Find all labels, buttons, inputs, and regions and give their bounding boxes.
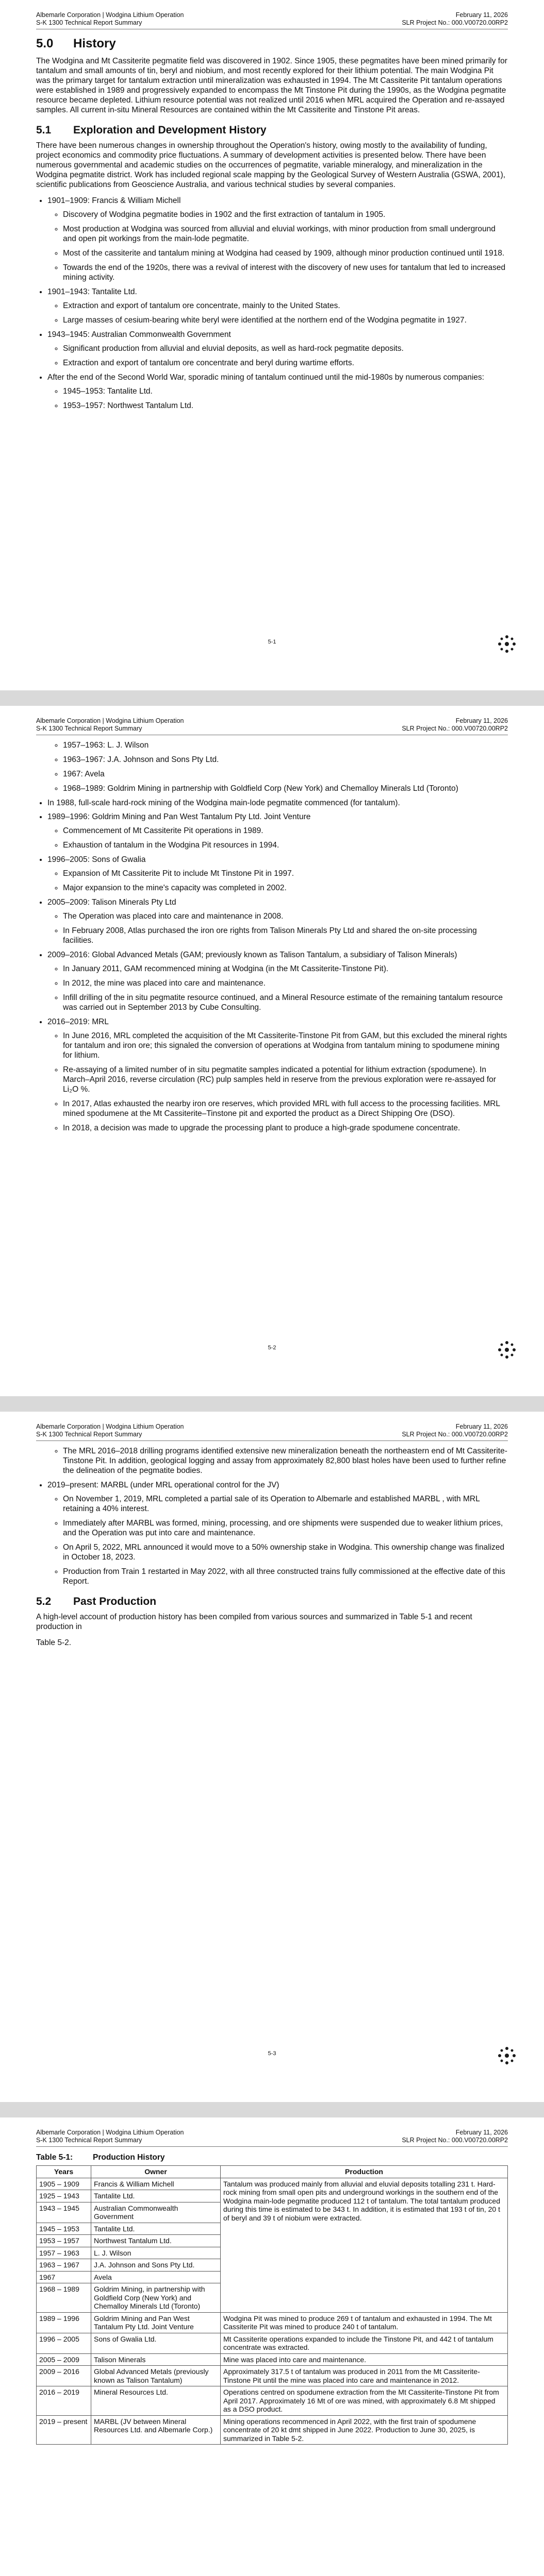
- table-cell: 1989 – 1996: [37, 2312, 91, 2333]
- table-cell: Mineral Resources Ltd.: [91, 2386, 221, 2416]
- list-item: ◦ In February 2008, Atlas purchased the iron ore rights from Talison Minerals Pty Ltd and shared the on-site processing facilities.: [63, 926, 508, 945]
- table-cell: Sons of Gwalia Ltd.: [91, 2333, 221, 2353]
- table-row: [37, 2333, 508, 2353]
- list-item: ◦ 1967: Avela: [63, 769, 508, 779]
- table-cell: Australian Commonwealth Government: [91, 2202, 221, 2223]
- list-item: • 1901–1943: Tantalite Ltd. ◦ Extraction and export of tantalum ore concentrate, mainly to the United States. ◦ Large masses of cesium-bearing white beryl were identified at the northern end of the Wodgina pegmatite in 1927.: [47, 287, 508, 325]
- table-cell: Tantalite Ltd.: [91, 2190, 221, 2202]
- bullet-list: [36, 1480, 508, 1586]
- list-item: ◦ Commencement of Mt Cassiterite Pit operations in 1989.: [63, 826, 508, 836]
- page-header: [36, 1423, 508, 1438]
- page-number: 5-1: [268, 639, 276, 645]
- page-3: [0, 1412, 544, 2102]
- table-cell: 1925 – 1943: [37, 2190, 91, 2202]
- bullet-list: [36, 740, 508, 793]
- list-item: ◦ Major expansion to the mine's capacity was completed in 2002.: [63, 883, 508, 893]
- list-item: • 1943–1945: Australian Commonwealth Government ◦ Significant production from alluvial and eluvial deposits, as well as hard-rock pegmatite deposits. ◦ Extraction and export of tantalum ore concentrate and beryl during wartime efforts.: [47, 330, 508, 368]
- list-item: ◦ 1968–1989: Goldrim Mining in partnership with Goldfield Corp (New York) and Chemalloy Minerals Ltd (Toronto): [63, 784, 508, 793]
- table-cell: Wodgina Pit was mined to produce 269 t of tantalum and exhausted in 1994. The Mt Cassiterite Pit was mined to produce 240 t of tantalum.: [221, 2312, 508, 2333]
- subsection-heading: 5.1 Exploration and Development History: [36, 124, 267, 136]
- list-item: • 1901–1909: Francis & William Michell ◦ Discovery of Wodgina pegmatite bodies in 1902 and the first extraction of tantalum in 1905. ◦ Most production at Wodgina was sourced from alluvial and eluvial workings, with minor production from small underground and open pit workings from the main-lode pegmatite. ◦ Most of the cassiterite and tantalum mining at Wodgina had ceased by 1909, although minor production continued until 1918. ◦ Towards the end of the 1920s, there was a revival of interest with the discovery of new uses for tantalum that led to increased mining activity.: [47, 196, 508, 282]
- slr-logo-icon: [497, 1340, 517, 1360]
- column-header: Production: [221, 2166, 508, 2178]
- header-company: Albemarle Corporation | Wodgina Lithium Operation: [36, 11, 184, 19]
- list-item: ◦ 1953–1957: Northwest Tantalum Ltd.: [63, 401, 508, 411]
- list-item: ◦ Large masses of cesium-bearing white beryl were identified at the northern end of the Wodgina pegmatite in 1927.: [63, 315, 508, 325]
- list-item: ◦ 1957–1963: L. J. Wilson: [63, 740, 508, 750]
- list-item: ◦ 1963–1967: J.A. Johnson and Sons Pty Ltd.: [63, 755, 508, 765]
- list-item: ◦ Most of the cassiterite and tantalum mining at Wodgina had ceased by 1909, although minor production continued until 1918.: [63, 248, 508, 258]
- table-cell: Mine was placed into care and maintenance.: [221, 2353, 508, 2366]
- list-item: ◦ Infill drilling of the in situ pegmatite resource continued, and a Mineral Resource estimate of the remaining tantalum resource was carried out in September 2013 by Cube Consulting.: [63, 993, 508, 1012]
- table-cell: L. J. Wilson: [91, 2247, 221, 2259]
- table-row: [37, 2178, 508, 2190]
- table-row: [37, 2386, 508, 2416]
- paragraph: The Wodgina and Mt Cassiterite pegmatite field was discovered in 1902. Since 1905, these pegmatites have been mined primarily for tantalum and small amounts of tin, beryl and niobium, and most recently explored for their lithium potential. The main Wodgina Pit was the primary target for tantalum extraction until mineralization was exhausted in 1994. The Mt Cassiterite Pit tantalum operations were established in 1989 and progressively expanded to encompass the Mt Tinstone Pit during the 1990s, as the Wodgina pegmatite resource became depleted. Lithium resource potential was not realized until 2016 when MRL acquired the Operation and re-assayed samples. All current in-situ Mineral Resources are contained within the Mt Cassiterite and Tinstone Pit areas.: [36, 57, 507, 114]
- header-report: S-K 1300 Technical Report Summary: [36, 1431, 142, 1438]
- list-item: ◦ The MRL 2016–2018 drilling programs identified extensive new mineralization beneath the northeastern end of Mt Cassiterite-Tinstone Pit. In addition, geological logging and assay from approximately 82,800 blast holes have been used to further refine the delineation of the pegmatite bodies.: [63, 1446, 508, 1476]
- table-cell: Northwest Tantalum Ltd.: [91, 2235, 221, 2247]
- table-cell: Mt Cassiterite operations expanded to include the Tinstone Pit, and 442 t of tantalum concentrate was extracted.: [221, 2333, 508, 2353]
- page-header: [36, 11, 508, 27]
- list-item: ◦ Extraction and export of tantalum ore concentrate, mainly to the United States.: [63, 301, 508, 311]
- list-item: ◦ Extraction and export of tantalum ore concentrate and beryl during wartime efforts.: [63, 358, 508, 368]
- header-project: SLR Project No.: 000.V00720.00RP2: [402, 725, 508, 732]
- header-report: S-K 1300 Technical Report Summary: [36, 19, 142, 26]
- table-row: [37, 2353, 508, 2366]
- page-2: [0, 706, 544, 1396]
- slr-logo-icon: [497, 2045, 517, 2066]
- table-cell: 1905 – 1909: [37, 2178, 91, 2190]
- table-reference: Table 5-2.: [36, 1638, 72, 1647]
- list-item: ◦ Discovery of Wodgina pegmatite bodies in 1902 and the first extraction of tantalum in 1905.: [63, 210, 508, 219]
- table-cell: 1996 – 2005: [37, 2333, 91, 2353]
- bullet-list: [36, 196, 508, 411]
- table-cell: Goldrim Mining and Pan West Tantalum Pty Ltd. Joint Venture: [91, 2312, 221, 2333]
- header-rule: [36, 2146, 508, 2147]
- table-cell: 1953 – 1957: [37, 2235, 91, 2247]
- list-item: • 1996–2005: Sons of Gwalia ◦ Expansion of Mt Cassiterite Pit to include Mt Tinstone Pit in 1997. ◦ Major expansion to the mine's capacity was completed in 2002.: [47, 855, 508, 893]
- table-cell: 1957 – 1963: [37, 2247, 91, 2259]
- header-company: Albemarle Corporation | Wodgina Lithium Operation: [36, 717, 184, 724]
- table-row: [37, 2415, 508, 2445]
- table-cell: MARBL (JV between Mineral Resources Ltd. and Albemarle Corp.): [91, 2415, 221, 2445]
- production-history-table: [36, 2165, 508, 2445]
- list-item: • In 1988, full-scale hard-rock mining of the Wodgina main-lode pegmatite commenced (for tantalum).: [47, 798, 508, 808]
- list-item: ◦ In June 2016, MRL completed the acquisition of the Mt Cassiterite-Tinstone Pit from GAM, but this excluded the mineral rights for tantalum and iron ore; this signaled the conversion of operations at Wodgina from tantalum mining to spodumene mining for lithium.: [63, 1031, 508, 1060]
- table-cell: 1968 – 1989: [37, 2283, 91, 2313]
- header-project: SLR Project No.: 000.V00720.00RP2: [402, 1431, 508, 1438]
- list-item: ◦ In January 2011, GAM recommenced mining at Wodgina (in the Mt Cassiterite-Tinstone Pit).: [63, 964, 508, 974]
- table-cell: 2009 – 2016: [37, 2366, 91, 2386]
- table-cell: Tantalite Ltd.: [91, 2223, 221, 2235]
- list-item: ◦ On April 5, 2022, MRL announced it would move to a 50% ownership stake in Wodgina. This ownership change was finalized in October 18, 2023.: [63, 1543, 508, 1562]
- table-cell: Francis & William Michell: [91, 2178, 221, 2190]
- page-number: 5-2: [268, 1345, 276, 1351]
- header-date: February 11, 2026: [455, 717, 508, 724]
- table-cell: Tantalum was produced mainly from alluvial and eluvial deposits totalling 231 t. Hard-rock mining from small open pits and underground workings in the southern end of the Wodgina main-lode pegmatite produced 112 t of tantalum. The total tantalum produced during this time is estimated to be 343 t. In addition, it is estimated that 193 t of tin, 20 t of beryl and 39 t of niobium were extracted.: [221, 2178, 508, 2312]
- page-4: [0, 2117, 544, 2576]
- table-caption: Table 5-1: Production History: [36, 2153, 165, 2162]
- list-item: ◦ Expansion of Mt Cassiterite Pit to include Mt Tinstone Pit in 1997.: [63, 869, 508, 878]
- list-item: ◦ In 2018, a decision was made to upgrade the processing plant to produce a high-grade spodumene concentrate.: [63, 1123, 508, 1133]
- table-cell: Mining operations recommenced in April 2022, with the first train of spodumene concentrate of 20 kt dmt shipped in June 2022. Production to June 30, 2025, is summarized in Table 5-2.: [221, 2415, 508, 2445]
- list-item: ◦ 1945–1953: Tantalite Ltd.: [63, 386, 508, 396]
- list-item: • 2005–2009: Talison Minerals Pty Ltd ◦ The Operation was placed into care and maintenance in 2008. ◦ In February 2008, Atlas purchased the iron ore rights from Talison Minerals Pty Ltd and shared the on-site processing facilities.: [47, 897, 508, 945]
- list-item: • 2016–2019: MRL ◦ In June 2016, MRL completed the acquisition of the Mt Cassiterite-Tinstone Pit from GAM, but this excluded the mineral rights for tantalum and iron ore; this signaled the conversion of operations at Wodgina from tantalum mining to spodumene mining for lithium. ◦ Re-assaying of a limited number of in situ pegmatite samples indicated a potential for lithium extraction (spodumene). In March–April 2016, reverse circulation (RC) pulp samples held in reserve from the previous exploration were re-assayed for Li₂O %. ◦ In 2017, Atlas exhausted the nearby iron ore reserves, which provided MRL with full access to the processing facilities. MRL mined spodumene at the Mt Cassiterite–Tinstone pit and exported the product as a Direct Shipping Ore (DSO). ◦ In 2018, a decision was made to upgrade the processing plant to produce a high-grade spodumene concentrate.: [47, 1017, 508, 1133]
- table-row: [37, 2312, 508, 2333]
- list-item: ◦ Immediately after MARBL was formed, mining, processing, and ore shipments were suspended due to weaker lithium prices, and the Operation was put into care and maintenance.: [63, 1518, 508, 1538]
- list-item: ◦ The Operation was placed into care and maintenance in 2008.: [63, 911, 508, 921]
- header-project: SLR Project No.: 000.V00720.00RP2: [402, 2137, 508, 2144]
- section-heading: 5.0 History: [36, 37, 116, 50]
- list-item: ◦ Production from Train 1 restarted in May 2022, with all three constructed trains fully commissioned at the effective date of this Report.: [63, 1567, 508, 1586]
- table-cell: 2019 – present: [37, 2415, 91, 2445]
- list-item: • 2009–2016: Global Advanced Metals (GAM; previously known as Talison Tantalum, a subsidiary of Talison Minerals) ◦ In January 2011, GAM recommenced mining at Wodgina (in the Mt Cassiterite-Tinstone Pit). ◦ In 2012, the mine was placed into care and maintenance. ◦ Infill drilling of the in situ pegmatite resource continued, and a Mineral Resource estimate of the remaining tantalum resource was carried out in September 2013 by Cube Consulting.: [47, 950, 508, 1012]
- header-rule: [36, 1440, 508, 1441]
- list-item: ◦ Significant production from alluvial and eluvial deposits, as well as hard-rock pegmatite deposits.: [63, 344, 508, 353]
- table-cell: 1967: [37, 2271, 91, 2283]
- list-item: ◦ On November 1, 2019, MRL completed a partial sale of its Operation to Albemarle and established MARBL , with MRL retaining a 40% interest.: [63, 1494, 508, 1514]
- list-item: • 1989–1996: Goldrim Mining and Pan West Tantalum Pty Ltd. Joint Venture ◦ Commencement of Mt Cassiterite Pit operations in 1989. ◦ Exhaustion of tantalum in the Wodgina Pit resources in 1994.: [47, 812, 508, 850]
- table-cell: 1945 – 1953: [37, 2223, 91, 2235]
- subsection-heading: 5.2 Past Production: [36, 1596, 157, 1607]
- paragraph: There have been numerous changes in ownership throughout the Operation's history, owing mostly to the availability of funding, project economics and commodity price fluctuations. A summary of development activities is presented below. There have been numerous governmental and academic studies on the occurrences of pegmatite, variable mineralogy, and mineralization in the Wodgina pegmatite district. Work has included regional scale mapping by the Geological Survey of Western Australia (GSWA, 2001), scientific publications from Geoscience Australia, and various technical studies by several companies.: [36, 141, 506, 189]
- header-report: S-K 1300 Technical Report Summary: [36, 725, 142, 732]
- list-item: ◦ In 2017, Atlas exhausted the nearby iron ore reserves, which provided MRL with full access to the processing facilities. MRL mined spodumene at the Mt Cassiterite–Tinstone pit and exported the product as a Direct Shipping Ore (DSO).: [63, 1099, 508, 1118]
- header-date: February 11, 2026: [455, 11, 508, 19]
- table-header-row: [37, 2166, 508, 2178]
- list-item: • 2019–present: MARBL (under MRL operational control for the JV) ◦ On November 1, 2019, MRL completed a partial sale of its Operation to Albemarle and established MARBL , with MRL retaining a 40% interest. ◦ Immediately after MARBL was formed, mining, processing, and ore shipments were suspended due to weaker lithium prices, and the Operation was put into care and maintenance. ◦ On April 5, 2022, MRL announced it would move to a 50% ownership stake in Wodgina. This ownership change was finalized in October 18, 2023. ◦ Production from Train 1 restarted in May 2022, with all three constructed trains fully commissioned at the effective date of this Report.: [47, 1480, 508, 1586]
- table-cell: 2016 – 2019: [37, 2386, 91, 2416]
- slr-logo-icon: [497, 634, 517, 654]
- table-cell: Talison Minerals: [91, 2353, 221, 2366]
- list-item: ◦ Towards the end of the 1920s, there was a revival of interest with the discovery of new uses for tantalum that led to increased mining activity.: [63, 263, 508, 282]
- page-header: [36, 717, 508, 733]
- header-date: February 11, 2026: [455, 2129, 508, 2136]
- bullet-list: [36, 798, 508, 1133]
- list-item: ◦ Re-assaying of a limited number of in situ pegmatite samples indicated a potential for lithium extraction (spodumene). In March–April 2016, reverse circulation (RC) pulp samples held in reserve from the previous exploration were re-assayed for Li₂O %.: [63, 1065, 508, 1094]
- page-header: [36, 2129, 508, 2144]
- list-item: ◦ Exhaustion of tantalum in the Wodgina Pit resources in 1994.: [63, 840, 508, 850]
- table-cell: Approximately 317.5 t of tantalum was produced in 2011 from the Mt Cassiterite-Tinstone Pit until the mine was placed into care and maintenance in 2012.: [221, 2366, 508, 2386]
- page-number: 5-3: [268, 2050, 276, 2057]
- table-cell: Goldrim Mining, in partnership with Goldfield Corp (New York) and Chemalloy Minerals Ltd (Toronto): [91, 2283, 221, 2313]
- header-report: S-K 1300 Technical Report Summary: [36, 2137, 142, 2144]
- table-cell: Operations centred on spodumene extraction from the Mt Cassiterite-Tinstone Pit from April 2017. Approximately 16 Mt of ore was mined, with approximately 6.8 Mt shipped as a DSO product.: [221, 2386, 508, 2416]
- header-project: SLR Project No.: 000.V00720.00RP2: [402, 19, 508, 26]
- table-cell: Global Advanced Metals (previously known as Talison Tantalum): [91, 2366, 221, 2386]
- table-cell: 1963 – 1967: [37, 2259, 91, 2272]
- list-item: ◦ Most production at Wodgina was sourced from alluvial and eluvial workings, with minor production from small underground and open pit workings from the main-lode pegmatite.: [63, 224, 508, 244]
- header-company: Albemarle Corporation | Wodgina Lithium Operation: [36, 1423, 184, 1430]
- table-cell: Avela: [91, 2271, 221, 2283]
- header-date: February 11, 2026: [455, 1423, 508, 1430]
- paragraph: A high-level account of production history has been compiled from various sources and summarized in Table 5-1 and recent production in: [36, 1613, 472, 1631]
- table-cell: 1943 – 1945: [37, 2202, 91, 2223]
- header-company: Albemarle Corporation | Wodgina Lithium Operation: [36, 2129, 184, 2136]
- table-cell: J.A. Johnson and Sons Pty Ltd.: [91, 2259, 221, 2272]
- page-1: [0, 0, 544, 690]
- table-cell: 2005 – 2009: [37, 2353, 91, 2366]
- table-row: [37, 2366, 508, 2386]
- bullet-list: [36, 1446, 508, 1476]
- column-header: Years: [37, 2166, 91, 2178]
- column-header: Owner: [91, 2166, 221, 2178]
- list-item: • After the end of the Second World War, sporadic mining of tantalum continued until the mid-1980s by numerous companies: ◦ 1945–1953: Tantalite Ltd. ◦ 1953–1957: Northwest Tantalum Ltd.: [47, 372, 508, 411]
- list-item: ◦ In 2012, the mine was placed into care and maintenance.: [63, 978, 508, 988]
